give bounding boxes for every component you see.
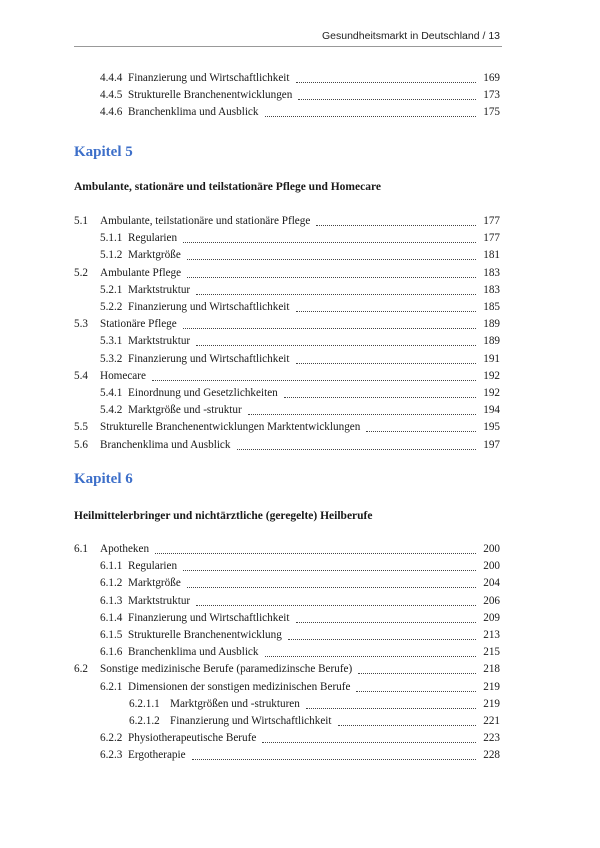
toc-entry-number: 6.2.3 xyxy=(100,749,123,762)
toc-entry-number: 5.4 xyxy=(74,369,88,382)
toc-entry-page: 181 xyxy=(483,249,500,262)
toc-entry-page: 195 xyxy=(483,421,500,434)
toc-entry-number: 5.2 xyxy=(74,266,88,279)
toc-entry-number: 6.1.2 xyxy=(100,577,123,590)
toc-leader-dots xyxy=(262,742,476,743)
toc-leader-dots xyxy=(152,380,476,381)
toc-entry-number: 6.1 xyxy=(74,543,88,555)
toc-entry[interactable] xyxy=(0,730,600,747)
toc-entry-page: 204 xyxy=(483,577,500,590)
toc-entry-number: 6.1.5 xyxy=(100,629,123,641)
toc-entry-page: 177 xyxy=(483,215,500,227)
toc-entry[interactable] xyxy=(0,351,600,368)
toc-entry-page: 185 xyxy=(483,301,500,313)
toc-entry-title: Marktgröße xyxy=(128,249,181,262)
toc-entry[interactable] xyxy=(0,661,600,678)
toc-leader-dots xyxy=(296,311,476,312)
toc-entry-title: Marktgrößen und -strukturen xyxy=(170,697,300,710)
toc-entry-page: 223 xyxy=(483,732,500,745)
toc-entry-number: 4.4.4 xyxy=(100,72,123,84)
toc-leader-dots xyxy=(265,656,477,657)
toc-entry-title: Branchenklima und Ausblick xyxy=(128,106,259,119)
toc-entry-number: 6.2.1.2 xyxy=(129,715,160,727)
toc-entry-number: 5.6 xyxy=(74,438,88,451)
toc-entry-title: Marktgröße xyxy=(128,577,181,590)
toc-entry[interactable] xyxy=(0,696,600,713)
toc-entry[interactable] xyxy=(0,437,600,454)
toc-entry[interactable] xyxy=(0,713,600,730)
toc-entry[interactable] xyxy=(0,747,600,764)
toc-entry-page: 219 xyxy=(483,680,500,693)
toc-leader-dots xyxy=(155,553,476,554)
toc-entry-title: Marktstruktur xyxy=(128,335,191,348)
toc-entry-number: 6.1.3 xyxy=(100,594,123,607)
toc-entry[interactable] xyxy=(0,70,600,87)
toc-leader-dots xyxy=(237,449,477,450)
toc-entry[interactable] xyxy=(0,385,600,402)
toc-leader-dots xyxy=(196,605,476,606)
toc-entry[interactable] xyxy=(0,558,600,575)
toc-leader-dots xyxy=(265,116,477,117)
toc-leader-dots xyxy=(316,225,476,226)
toc-entry-number: 5.3 xyxy=(74,318,88,331)
toc-entry-title: Finanzierung und Wirtschaftlichkeit xyxy=(128,352,290,365)
toc-entry-title: Regularien xyxy=(128,232,178,245)
toc-entry-title: Sonstige medizinische Berufe (paramedizinsche Berufe) xyxy=(100,663,353,676)
toc-entry[interactable] xyxy=(0,213,600,230)
toc-entry-number: 5.1.1 xyxy=(100,232,123,245)
toc-entry-page: 197 xyxy=(483,438,500,451)
toc-entry-title: Finanzierung und Wirtschaftlichkeit xyxy=(128,72,290,84)
toc-leader-dots xyxy=(183,242,476,243)
toc-leader-dots xyxy=(298,99,476,100)
toc-entry[interactable] xyxy=(0,575,600,592)
toc-leader-dots xyxy=(306,708,476,709)
toc-entry[interactable] xyxy=(0,316,600,333)
toc-entry-page: 200 xyxy=(483,543,500,555)
toc-entry-title: Marktstruktur xyxy=(128,283,191,296)
toc-entry[interactable] xyxy=(0,541,600,558)
toc-entry-number: 4.4.5 xyxy=(100,89,123,102)
toc-entry[interactable] xyxy=(0,104,600,121)
toc-entry-page: 228 xyxy=(483,749,500,762)
toc-entry-number: 5.2.1 xyxy=(100,283,123,296)
toc-leader-dots xyxy=(366,431,476,432)
toc-leader-dots xyxy=(288,639,476,640)
chapter-6-label: Kapitel 6 xyxy=(74,471,133,487)
toc-entry-title: Finanzierung und Wirtschaftlichkeit xyxy=(128,301,290,313)
toc-entry[interactable] xyxy=(0,402,600,419)
toc-entry-number: 5.2.2 xyxy=(100,301,123,313)
toc-entry-title: Branchenklima und Ausblick xyxy=(100,438,231,451)
toc-entry-title: Marktstruktur xyxy=(128,594,191,607)
toc-entry[interactable] xyxy=(0,333,600,350)
toc-leader-dots xyxy=(183,328,476,329)
toc-entry-title: Ambulante, teilstationäre und stationäre Pflege xyxy=(100,215,311,227)
toc-entry-number: 6.2 xyxy=(74,663,88,676)
toc-entry-page: 183 xyxy=(483,266,500,279)
toc-entry-page: 213 xyxy=(483,629,500,641)
toc-entry-number: 6.2.1 xyxy=(100,680,123,693)
toc-entry[interactable] xyxy=(0,282,600,299)
toc-entry-page: 200 xyxy=(483,560,500,573)
toc-entry-page: 177 xyxy=(483,232,500,245)
toc-entry-number: 6.1.4 xyxy=(100,611,123,624)
toc-entry-title: Ergotherapie xyxy=(128,749,186,762)
toc-entry[interactable] xyxy=(0,368,600,385)
toc-entry-page: 191 xyxy=(483,352,500,365)
toc-entry[interactable] xyxy=(0,265,600,282)
toc-entry-title: Strukturelle Branchenentwicklung xyxy=(128,629,282,641)
running-header: Gesundheitsmarkt in Deutschland / 13 xyxy=(321,30,500,42)
toc-entry-number: 4.4.6 xyxy=(100,106,123,119)
toc-leader-dots xyxy=(187,587,476,588)
toc-leader-dots xyxy=(192,759,476,760)
toc-entry-title: Stationäre Pflege xyxy=(100,318,177,331)
toc-entry-page: 173 xyxy=(483,89,500,102)
chapter-6-heading: Heilmittelerbringer und nichtärztliche (geregelte) Heilberufe xyxy=(74,510,373,522)
header-rule xyxy=(74,46,502,47)
toc-entry-title: Homecare xyxy=(100,369,146,382)
toc-leader-dots xyxy=(296,363,476,364)
toc-entry-page: 219 xyxy=(483,697,500,710)
toc-entry-title: Strukturelle Branchenentwicklungen Marktentwicklungen xyxy=(100,421,361,434)
toc-entry-title: Strukturelle Branchenentwicklungen xyxy=(128,89,293,102)
toc-entry-title: Branchenklima und Ausblick xyxy=(128,646,259,659)
toc-leader-dots xyxy=(356,691,476,692)
toc-entry-title: Regularien xyxy=(128,560,178,573)
toc-entry-page: 183 xyxy=(483,283,500,296)
toc-entry-number: 5.3.2 xyxy=(100,352,123,365)
toc-entry[interactable] xyxy=(0,627,600,644)
toc-entry-number: 5.4.2 xyxy=(100,404,123,417)
toc-entry[interactable] xyxy=(0,247,600,264)
toc-leader-dots xyxy=(358,673,476,674)
toc-entry-title: Apotheken xyxy=(100,543,150,555)
toc-entry-page: 215 xyxy=(483,646,500,659)
toc-leader-dots xyxy=(196,345,476,346)
toc-entry-number: 6.2.2 xyxy=(100,732,123,745)
toc-entry-number: 5.1.2 xyxy=(100,249,123,262)
toc-leader-dots xyxy=(187,277,476,278)
toc-entry-number: 5.5 xyxy=(74,421,88,434)
toc-entry-page: 169 xyxy=(483,72,500,84)
toc-entry-page: 189 xyxy=(483,318,500,331)
toc-entry-title: Physiotherapeutische Berufe xyxy=(128,732,257,745)
toc-entry-number: 6.1.6 xyxy=(100,646,123,659)
toc-entry-page: 175 xyxy=(483,106,500,119)
toc-entry-number: 5.1 xyxy=(74,215,88,227)
toc-entry-page: 218 xyxy=(483,663,500,676)
toc-entry-title: Ambulante Pflege xyxy=(100,266,182,279)
toc-entry[interactable] xyxy=(0,679,600,696)
toc-entry[interactable] xyxy=(0,87,600,104)
toc-leader-dots xyxy=(284,397,476,398)
toc-entry-number: 5.4.1 xyxy=(100,387,123,399)
toc-entry[interactable] xyxy=(0,610,600,627)
toc-leader-dots xyxy=(338,725,476,726)
toc-entry-title: Finanzierung und Wirtschaftlichkeit xyxy=(128,611,290,624)
toc-entry-page: 192 xyxy=(483,369,500,382)
toc-entry[interactable] xyxy=(0,299,600,316)
toc-entry-page: 209 xyxy=(483,611,500,624)
toc-entry[interactable] xyxy=(0,644,600,661)
toc-leader-dots xyxy=(187,259,476,260)
toc-entry-page: 192 xyxy=(483,387,500,399)
toc-leader-dots xyxy=(296,82,476,83)
toc-entry-title: Marktgröße und -struktur xyxy=(128,404,242,417)
toc-entry-title: Finanzierung und Wirtschaftlichkeit xyxy=(170,715,332,727)
toc-entry-page: 221 xyxy=(483,715,500,727)
toc-entry-number: 6.1.1 xyxy=(100,560,123,573)
toc-entry[interactable] xyxy=(0,419,600,436)
toc-entry-title: Einordnung und Gesetzlichkeiten xyxy=(128,387,278,399)
toc-entry-page: 194 xyxy=(483,404,500,417)
toc-entry-number: 5.3.1 xyxy=(100,335,123,348)
toc-entry[interactable] xyxy=(0,593,600,610)
toc-leader-dots xyxy=(196,294,476,295)
toc-leader-dots xyxy=(296,622,476,623)
toc-entry-number: 6.2.1.1 xyxy=(129,697,160,710)
toc-entry-page: 189 xyxy=(483,335,500,348)
toc-entry-page: 206 xyxy=(483,594,500,607)
toc-entry[interactable] xyxy=(0,230,600,247)
toc-entry-title: Dimensionen der sonstigen medizinischen Berufe xyxy=(128,680,351,693)
toc-leader-dots xyxy=(248,414,476,415)
chapter-5-label: Kapitel 5 xyxy=(74,144,133,160)
chapter-5-heading: Ambulante, stationäre und teilstationäre Pflege und Homecare xyxy=(74,181,381,193)
toc-leader-dots xyxy=(183,570,476,571)
